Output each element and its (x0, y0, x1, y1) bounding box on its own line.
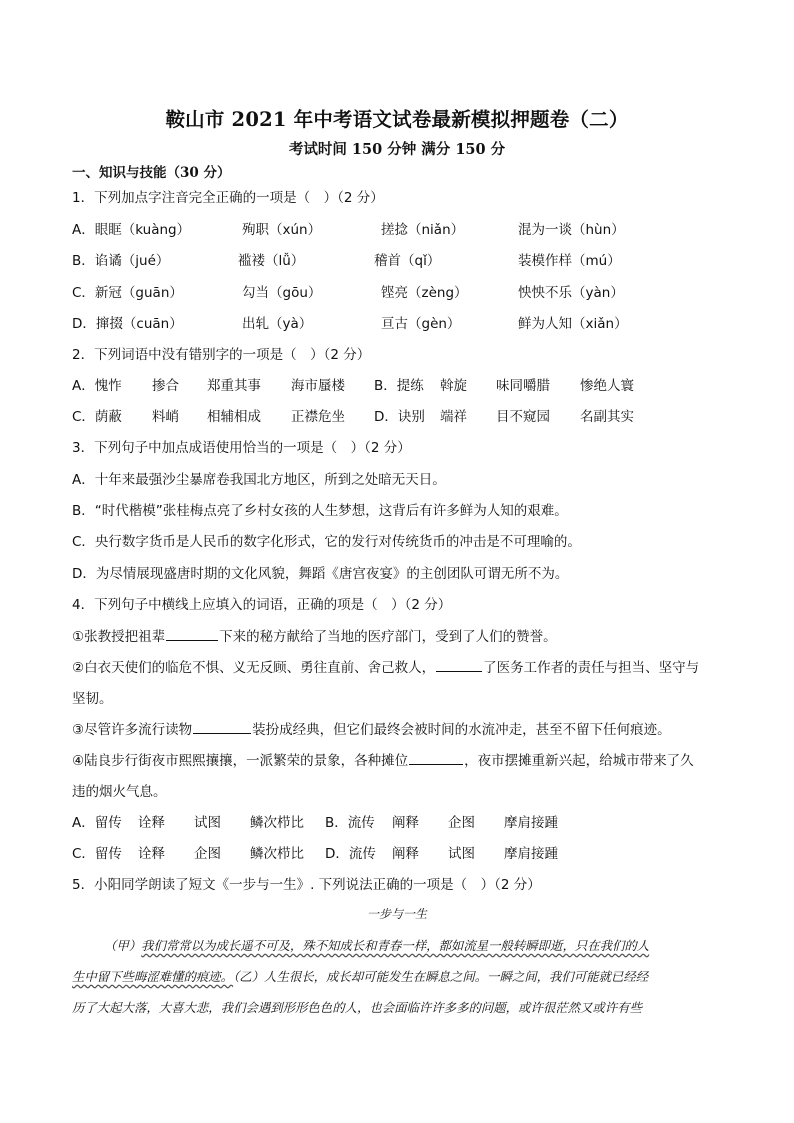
q4-s4-part: ，夜市摆摊重新兴起，给城市带来了久 (464, 753, 694, 769)
q4-item: A．留传 (72, 815, 122, 831)
passage-text: （乙）人生很长，成长却可能发生在瞬息之间。一瞬之间，我们可能就已经经 (233, 969, 649, 984)
q4-s2-part: ②白衣天使们的临危不惧、义无反顾、勇往直前、舍己救人， (72, 660, 436, 676)
q4-item: 试图 (448, 846, 475, 862)
q2-item: A．愧怍 (72, 378, 122, 394)
q4-s2-part: 了医务工作者的责任与担当、坚守与 (483, 660, 700, 676)
q4-s3-part: ③尽管许多流行读物 (72, 722, 193, 738)
q4-s3-part: 装扮成经典，但它们最终会被时间的水流冲走，甚至不留下任何痕迹。 (252, 722, 671, 738)
q3-stem: 3．下列句子中加点成语使用恰当的一项是（ ）（2 分） (72, 440, 411, 456)
q4-item: 诠释 (138, 815, 165, 831)
exam-info: 考试时间 150 分钟 满分 150 分 (288, 141, 506, 158)
q4-s1-part: ①张教授把祖辈 (72, 629, 166, 645)
q1-d-1: D．撺掇（cuān） (72, 316, 183, 332)
q1-d-3: 亘古（gèn） (381, 316, 461, 332)
q3-option-a: A．十年来最强沙尘暴席卷我国北方地区，所到之处暗无天日。 (72, 472, 446, 488)
q2-item: 目不窥园 (496, 409, 550, 425)
blank-line (166, 628, 218, 641)
q1-b-2: 褴褛（lǚ） (238, 253, 305, 269)
q2-item: 海市蜃楼 (291, 378, 345, 394)
passage-line-1 (104, 936, 724, 954)
blank-line (436, 659, 482, 672)
section-heading: 一、知识与技能（30 分） (72, 165, 231, 181)
q1-a-3: 搓捻（niǎn） (381, 222, 465, 238)
q2-item: 相辅相成 (207, 409, 261, 425)
q1-c-3: 铿亮（zèng） (381, 285, 468, 301)
q2-item: D．诀别 (374, 409, 425, 425)
q2-item: 味同嚼腊 (496, 378, 550, 394)
q3-option-c: C．央行数字货币是人民币的数字化形式，它的发行对传统货币的冲击是不可理喻的。 (72, 534, 581, 550)
q4-item: 阐释 (392, 846, 419, 862)
page-title: 鞍山市 2021 年中考语文试卷最新模拟押题卷（二） (165, 108, 629, 131)
q3-option-b: B．“时代楷模”张桂梅点亮了乡村女孩的人生梦想，这背后有许多鲜为人知的艰难。 (72, 503, 568, 519)
blank-line (193, 721, 251, 734)
q1-c-2: 勾当（gōu） (242, 285, 322, 301)
q2-item: 端祥 (440, 409, 467, 425)
q1-d-2: 出轧（yà） (242, 316, 313, 332)
passage-line-2 (72, 967, 724, 985)
q4-item: 诠释 (138, 846, 165, 862)
q1-d-4: 鲜为人知（xiǎn） (518, 316, 628, 332)
q4-item: C．留传 (72, 846, 122, 862)
q2-item: 斡旋 (440, 378, 467, 394)
q4-item: D．流传 (325, 846, 376, 862)
q4-sentence-2 (72, 656, 699, 676)
q4-item: 摩肩接踵 (504, 846, 558, 862)
q1-stem: 1．下列加点字注音完全正确的一项是（ ）（2 分） (72, 190, 384, 206)
q2-item: B．提练 (374, 378, 424, 394)
q4-item: 企图 (448, 815, 475, 831)
q2-item: 郑重其事 (207, 378, 261, 394)
q1-b-4: 装模作样（mú） (518, 253, 621, 269)
q4-sentence-4 (72, 749, 694, 769)
q5-stem: 5．小阳同学朗读了短文《一步与一生》. 下列说法正确的一项是（ ）（2 分） (72, 877, 541, 893)
q2-item: 掺合 (152, 378, 179, 394)
q4-item: 鳞次栉比 (250, 815, 304, 831)
q1-a-4: 混为一谈（hùn） (518, 222, 625, 238)
q4-stem: 4．下列句子中横线上应填入的词语，正确的项是（ ）（2 分） (72, 597, 452, 613)
q4-item: B．流传 (325, 815, 375, 831)
q1-a-1: A．眼眶（kuàng） (72, 222, 191, 238)
q4-sentence-1 (72, 625, 557, 645)
q4-item: 阐释 (392, 815, 419, 831)
q2-item: 名副其实 (580, 409, 634, 425)
passage-line-3: 历了大起大落，大喜大悲，我们会遇到形形色色的人，也会面临许许多多的问题，或许很茫然又或许有些 (72, 1000, 642, 1015)
q1-b-1: B．谄谲（jué） (72, 253, 170, 269)
blank-line (409, 752, 463, 765)
q2-stem: 2．下列词语中没有错别字的一项是（ ）（2 分） (72, 347, 371, 363)
q4-s1-part: 下来的秘方献给了当地的医疗部门，受到了人们的赞誉。 (219, 629, 557, 645)
q1-c-4: 怏怏不乐（yàn） (518, 285, 624, 301)
q4-s4-part: ④陆良步行街夜市熙熙攘攘，一派繁荣的景象，各种摊位 (72, 753, 409, 769)
q4-item: 试图 (194, 815, 221, 831)
q2-item: 惨绝人寰 (580, 378, 634, 394)
passage-marker: （甲） (104, 938, 142, 953)
q4-item: 鳞次栉比 (250, 846, 304, 862)
q2-item: C．荫蔽 (72, 409, 122, 425)
passage-title: 一步与一生 (366, 907, 427, 921)
q2-item: 料峭 (152, 409, 179, 425)
q4-sentence-2-cont: 坚韧。 (72, 691, 113, 707)
passage-text: 我们常常以为成长遥不可及，殊不知成长和青春一样，都如流星一般转瞬即逝，只在我们的人 (141, 938, 650, 953)
q1-b-3: 稽首（qǐ） (374, 253, 441, 269)
passage-text: 生中留下些晦涩难懂的痕迹。 (72, 969, 234, 984)
q4-sentence-4-cont: 违的烟火气息。 (72, 784, 167, 800)
q4-sentence-3 (72, 718, 671, 738)
q3-option-d: D．为尽情展现盛唐时期的文化风貌，舞蹈《唐宫夜宴》的主创团队可谓无所不为。 (72, 566, 569, 582)
q1-a-2: 殉职（xún） (242, 222, 322, 238)
q2-item: 正襟危坐 (291, 409, 345, 425)
q4-item: 企图 (194, 846, 221, 862)
q1-c-1: C．新冠（guān） (72, 285, 183, 301)
q4-item: 摩肩接踵 (504, 815, 558, 831)
